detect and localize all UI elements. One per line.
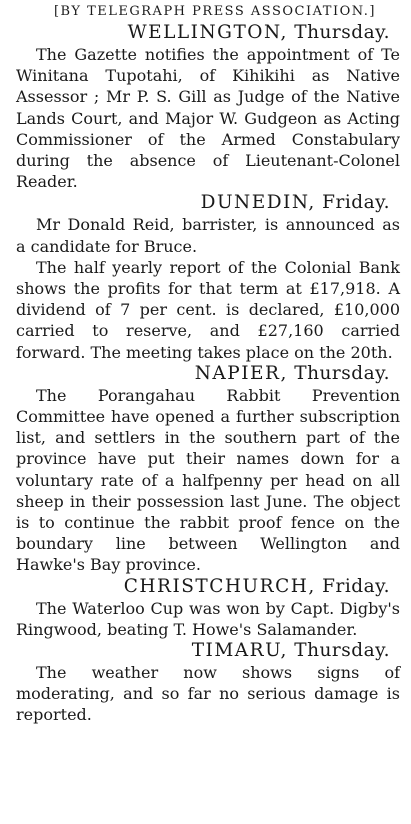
article-paragraph: Mr Donald Reid, barrister, is announced as a candidate for Bruce.	[16, 215, 400, 256]
dateline-city: CHRISTCHURCH,	[123, 575, 316, 597]
dateline	[16, 640, 400, 662]
dispatch-wellington	[16, 22, 400, 192]
source-line: [BY TELEGRAPH PRESS ASSOCIATION.]	[53, 4, 376, 19]
dateline-city: TIMARU,	[191, 640, 288, 662]
dateline-city: DUNEDIN,	[200, 192, 316, 214]
dateline	[16, 192, 400, 214]
dateline-day: Thursday.	[294, 22, 390, 43]
dateline-city: WELLINGTON,	[127, 22, 288, 43]
article-paragraph: The Gazette notifies the appointment of Te Winitana Tupotahi, of Kihikihi as Native Assessor ; Mr P. S. Gill as Judge of the Native Lands Court, and Major W. Gudgeon as Acting Commissioner of the Armed Constabulary during the absence of Lieutenant-Colonel Reader.	[16, 45, 400, 192]
article-paragraph: The Porangahau Rabbit Prevention Committee have opened a further subscription list, and settlers in the southern part of the province have put their names down for a voluntary rate of a halfpenny per head on all sheep in their possession last June. The object is to continue the rabbit proof fence on the boundary line between Wellington and Hawke's Bay province.	[16, 385, 400, 575]
dispatch-dunedin	[16, 192, 400, 362]
dispatch-timaru	[16, 640, 400, 726]
article-paragraph: The weather now shows signs of moderating, and so far no serious damage is reported.	[16, 663, 400, 725]
dateline-day: Friday.	[322, 192, 390, 214]
dateline	[16, 22, 400, 44]
dateline-day: Thursday.	[294, 362, 390, 384]
dispatch-napier	[16, 363, 400, 576]
article-paragraph: The Waterloo Cup was won by Capt. Digby's Ringwood, beating T. Howe's Salamander.	[16, 598, 400, 639]
dateline-city: NAPIER,	[194, 362, 288, 384]
dateline	[16, 363, 400, 385]
dateline-day: Friday.	[322, 575, 390, 597]
dispatch-christchurch	[16, 576, 400, 640]
article-paragraph: The half yearly report of the Colonial Bank shows the profits for that term at £17,918. A dividend of 7 per cent. is declared, £10,000 carried to reserve, and £27,160 carried forward. The meeting takes place on the 20th.	[16, 257, 400, 362]
dateline-day: Thursday.	[294, 640, 390, 662]
dateline	[16, 576, 400, 598]
